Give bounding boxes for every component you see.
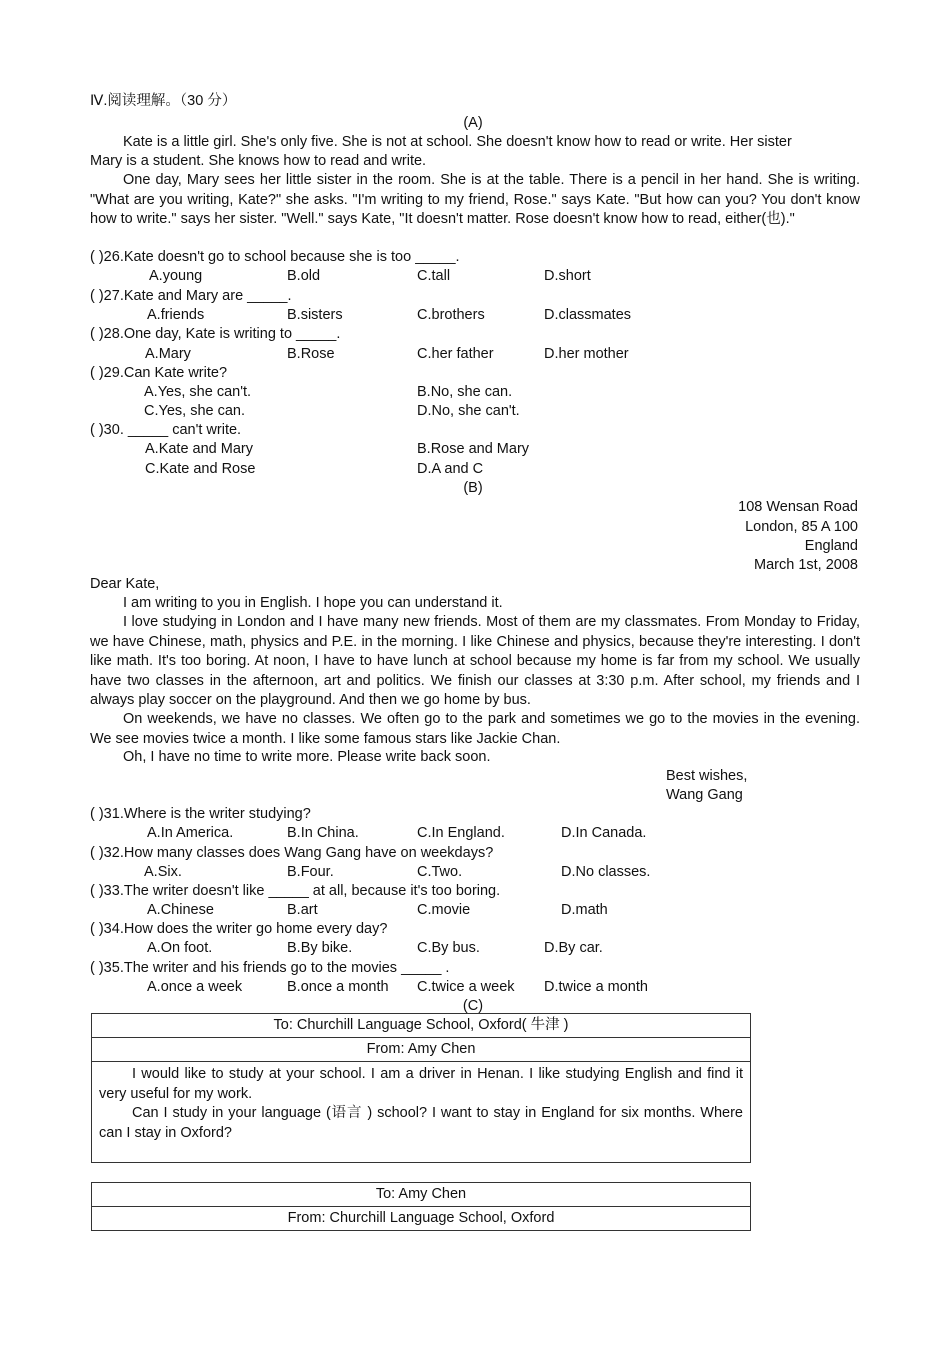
letter-p3-text: On weekends, we have no classes. We often go to the park and sometimes we go to the movies in the evening. We see movies twice a month. I like some famous stars like Jackie Chan.: [90, 711, 860, 747]
q27-option-b: B.sisters: [287, 307, 343, 323]
question-35: ( )35.The writer and his friends go to the movies _____ .: [90, 960, 450, 976]
question-29: ( )29.Can Kate write?: [90, 365, 228, 381]
q34-option-d: D.By car.: [544, 940, 603, 956]
q29-option-a: A.Yes, she can't.: [144, 384, 252, 400]
note1-from: From: Amy Chen: [92, 1038, 750, 1062]
q27-option-a: A.friends: [147, 307, 205, 323]
letter-p4-text: Oh, I have no time to write more. Please write back soon.: [123, 749, 491, 765]
note2-to: To: Amy Chen: [92, 1183, 750, 1207]
question-32: ( )32.How many classes does Wang Gang have on weekdays?: [90, 845, 494, 861]
letter-p2: [90, 613, 860, 711]
letter-signature: Wang Gang: [666, 787, 743, 803]
note1-body: [92, 1062, 750, 1162]
passage-a-p2: [90, 171, 860, 230]
q34-option-c: C.By bus.: [417, 940, 480, 956]
letter-date: March 1st, 2008: [754, 557, 858, 573]
q29-option-d: D.No, she can't.: [417, 403, 520, 419]
q28-option-a: A.Mary: [145, 346, 191, 362]
q35-option-b: B.once a month: [287, 979, 389, 995]
q33-option-a: A.Chinese: [147, 902, 214, 918]
letter-p1: [90, 594, 860, 614]
note-box-1: [91, 1013, 751, 1163]
passage-c-label: (C): [462, 998, 484, 1014]
q34-option-a: A.On foot.: [147, 940, 213, 956]
q31-option-c: C.In England.: [417, 825, 505, 841]
note2-from: From: Churchill Language School, Oxford: [287, 1210, 555, 1226]
address-country: England: [804, 538, 858, 554]
q30-option-c: C.Kate and Rose: [145, 461, 256, 477]
note-box-2: [91, 1182, 751, 1231]
q35-option-c: C.twice a week: [417, 979, 515, 995]
q33-option-b: B.art: [287, 902, 318, 918]
q32-option-d: D.No classes.: [561, 864, 651, 880]
q32-option-c: C.Two.: [417, 864, 463, 880]
q35-option-d: D.twice a month: [544, 979, 648, 995]
note1-p2: [99, 1104, 743, 1143]
q31-option-d: D.In Canada.: [561, 825, 647, 841]
note1-p1: [99, 1065, 743, 1104]
question-27: ( )27.Kate and Mary are _____.: [90, 288, 292, 304]
section-title: Ⅳ.阅读理解。（30 分）: [90, 93, 237, 109]
letter-greeting: Dear Kate,: [90, 576, 160, 592]
q35-option-a: A.once a week: [147, 979, 243, 995]
q30-option-b: B.Rose and Mary: [417, 441, 530, 457]
letter-closing: Best wishes,: [666, 768, 748, 784]
q26-option-b: B.old: [287, 268, 321, 284]
passage-a-label: (A): [463, 115, 483, 131]
q32-option-b: B.Four.: [287, 864, 334, 880]
question-31: ( )31.Where is the writer studying?: [90, 806, 311, 822]
q29-option-b: B.No, she can.: [417, 384, 513, 400]
q28-option-d: D.her mother: [544, 346, 629, 362]
note1-to: To: Churchill Language School, Oxford( 牛津 ): [92, 1014, 750, 1038]
passage-b-label: (B): [463, 480, 483, 496]
question-28: ( )28.One day, Kate is writing to _____.: [90, 326, 341, 342]
note1-p2-text: Can I study in your language (语言 ) school? I want to stay in England for six months. Where can I stay in Oxford?: [99, 1105, 743, 1141]
q26-option-c: C.tall: [417, 268, 451, 284]
q28-option-b: B.Rose: [287, 346, 335, 362]
letter-p4: [90, 748, 860, 768]
q29-option-c: C.Yes, she can.: [144, 403, 246, 419]
q33-option-d: D.math: [561, 902, 608, 918]
question-34: ( )34.How does the writer go home every day?: [90, 921, 388, 937]
address-street: 108 Wensan Road: [738, 499, 858, 515]
q33-option-c: C.movie: [417, 902, 471, 918]
address-city: London, 85 A 100: [745, 519, 858, 535]
question-26: ( )26.Kate doesn't go to school because she is too _____.: [90, 249, 460, 265]
q34-option-b: B.By bike.: [287, 940, 353, 956]
question-30: ( )30. _____ can't write.: [90, 422, 242, 438]
q26-option-d: D.short: [544, 268, 591, 284]
question-33: ( )33.The writer doesn't like _____ at all, because it's too boring.: [90, 883, 501, 899]
q27-option-d: D.classmates: [544, 307, 632, 323]
passage-a-p2-text: One day, Mary sees her little sister in the room. She is at the table. There is a pencil in her hand. She is writing. "What are you writing, Kate?" she asks. "I'm writing to my friend, Rose." says Kate. "But how can you? You don't know how to write." says her sister. "Well." says Kate, "It doesn't matter. Rose doesn't know how to read, either(也).": [90, 172, 860, 227]
q31-option-b: B.In China.: [287, 825, 359, 841]
q32-option-a: A.Six.: [144, 864, 182, 880]
q28-option-c: C.her father: [417, 346, 494, 362]
letter-p3: [90, 710, 860, 749]
note1-p1-text: I would like to study at your school. I am a driver in Henan. I like studying English and find it very useful for my work.: [99, 1066, 743, 1102]
q30-option-d: D.A and C: [417, 461, 484, 477]
q27-option-c: C.brothers: [417, 307, 485, 323]
q30-option-a: A.Kate and Mary: [145, 441, 253, 457]
passage-a-p1-line2: Mary is a student. She knows how to read and write.: [90, 153, 427, 169]
letter-p2-text: I love studying in London and I have many new friends. Most of them are my classmates. From Monday to Friday, we have Chinese, math, physics and P.E. in the morning. I like Chinese and physics, because they're interesting. I don't like math. It's too boring. At noon, I have to have lunch at school because my home is far from my school. We usually have two classes in the afternoon, art and politics. We finish our classes at 3:30 p.m. After school, my friends and I always play soccer on the playground. And then we go home by bus.: [90, 614, 860, 708]
q31-option-a: A.In America.: [147, 825, 234, 841]
q26-option-a: A.young: [149, 268, 203, 284]
letter-p1-text: I am writing to you in English. I hope you can understand it.: [123, 595, 503, 611]
passage-a-p1-line1: Kate is a little girl. She's only five. She is not at school. She doesn't know how to read or write. Her sister: [123, 134, 792, 150]
